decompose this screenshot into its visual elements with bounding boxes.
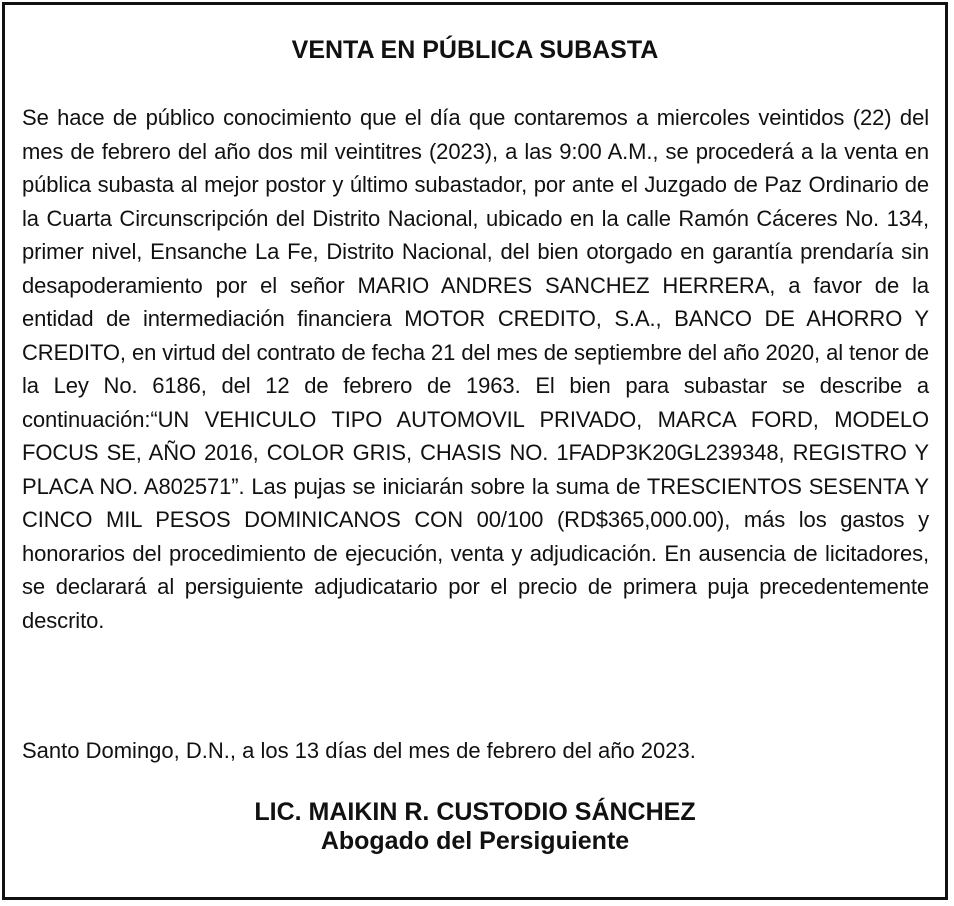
notice-body: Se hace de público conocimiento que el día que contaremos a miercoles veintidos (22) del mes de febrero del año dos mil veintitres (2023), a las 9:00 A.M., se procederá a la venta en pública subasta al mejor postor y último subastador, por ante el Juzgado de Paz Ordinario de la Cuarta Circunscripción del Distrito Nacional, ubicado en la calle Ramón Cáceres No. 134, primer nivel, Ensanche La Fe, Distrito Nacional, del bien otorgado en garantía prendaría sin desapoderamiento por el señor MARIO ANDRES SANCHEZ HERRERA, a favor de la entidad de intermediación financiera MOTOR CREDITO, S.A., BANCO DE AHORRO Y CREDITO, en virtud del contrato de fecha 21 del mes de septiembre del año 2020, al tenor de la Ley No. 6186, del 12 de febrero de 1963. El bien para subastar se describe a continuación:“UN VEHICULO TIPO AUTOMOVIL PRIVADO, MARCA FORD, MODELO FOCUS SE, AÑO 2016, COLOR GRIS, CHASIS NO. 1FADP3K20GL239348, REGISTRO Y PLACA NO. A802571”. Las pujas se iniciarán sobre la suma de TRESCIENTOS SESENTA Y CINCO MIL PESOS DOMINICANOS CON 00/100 (RD$365,000.00), más los gastos y honorarios del procedimiento de ejecución, venta y adjudicación. En ausencia de licitadores, se declarará al persiguiente adjudicatario por el precio de primera puja precedentemente descrito. [22, 105, 929, 633]
signer-role: Abogado del Persiguiente [320, 827, 630, 855]
signer-name: LIC. MAIKIN R. CUSTODIO SÁNCHEZ [254, 798, 696, 826]
notice-date-line: Santo Domingo, D.N., a los 13 días del mes de febrero del año 2023. [22, 738, 696, 763]
auction-notice [2, 2, 948, 900]
signature-block [5, 798, 945, 856]
notice-title: VENTA EN PÚBLICA SUBASTA [291, 36, 659, 64]
